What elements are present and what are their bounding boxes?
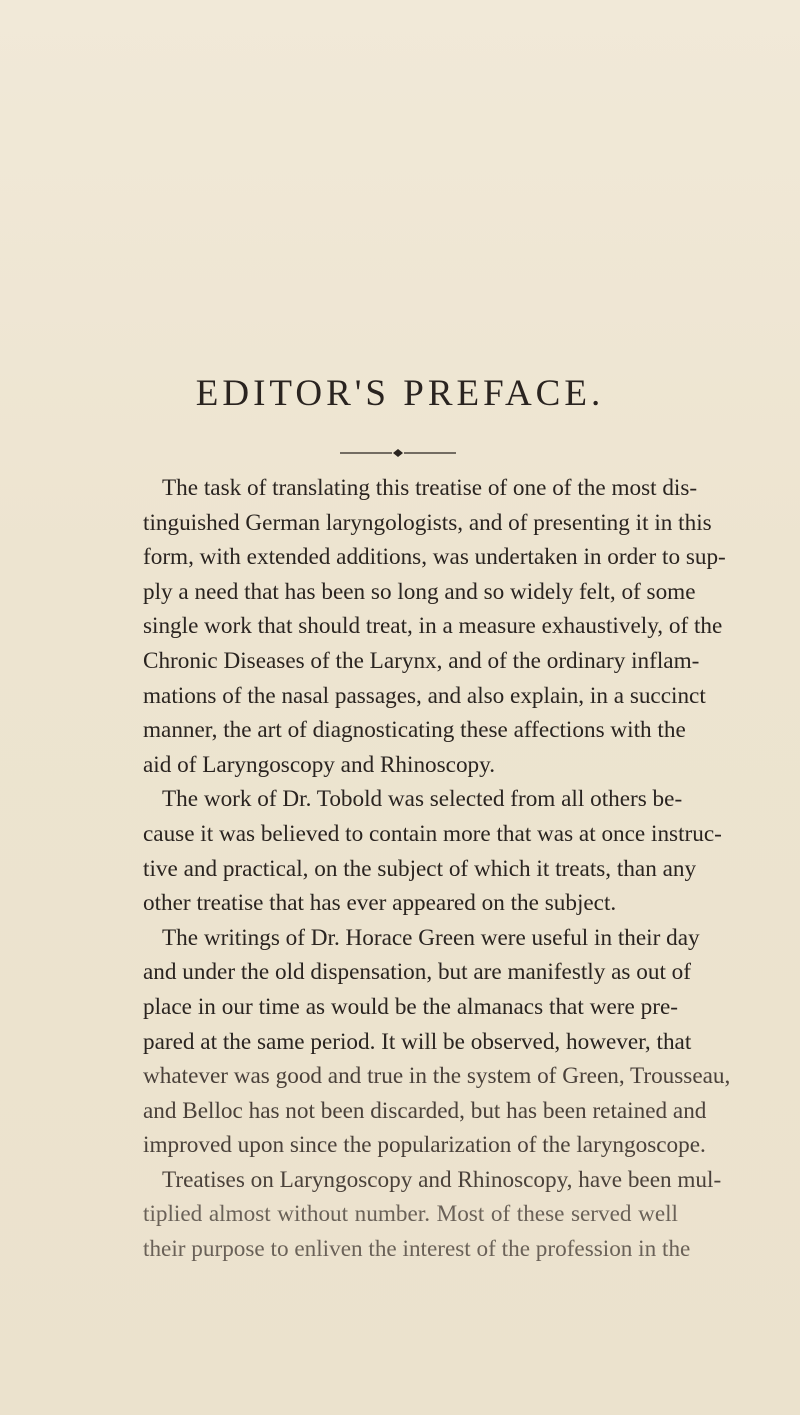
- text-line: aid of Laryngoscopy and Rhinoscopy.: [143, 751, 496, 778]
- page-title: EDITOR'S PREFACE.: [195, 373, 605, 414]
- text-line: Chronic Diseases of the Larynx, and of the ordinary inflam-: [143, 647, 700, 674]
- preface-body: [143, 471, 731, 1267]
- paragraph: [143, 782, 722, 920]
- text-line: and under the old dispensation, but are manifestly as out of: [143, 959, 691, 986]
- text-line: tinguished German laryngologists, and of presenting it in this: [143, 509, 712, 536]
- text-line: other treatise that has ever appeared on the subject.: [143, 890, 617, 917]
- text-line: manner, the art of diagnosticating these affections with the: [143, 717, 686, 744]
- text-line: ply a need that has been so long and so widely felt, of some: [143, 578, 696, 605]
- text-line: Treatises on Laryngoscopy and Rhinoscopy, have been mul-: [162, 1166, 722, 1193]
- text-line: cause it was believed to contain more that was at once instruc-: [143, 820, 722, 847]
- text-line: form, with extended additions, was undertaken in order to sup-: [143, 544, 726, 571]
- text-line: tive and practical, on the subject of which it treats, than any: [143, 855, 697, 882]
- text-line: their purpose to enliven the interest of the profession in the: [143, 1236, 691, 1263]
- diamond-rule-ornament: [340, 448, 456, 458]
- paragraph: [143, 1163, 722, 1267]
- text-line: single work that should treat, in a measure exhaustively, of the: [143, 613, 723, 640]
- text-line: tiplied almost without number. Most of these served well: [143, 1201, 678, 1228]
- paragraph: [143, 921, 731, 1163]
- text-line: and Belloc has not been discarded, but has been retained and: [143, 1097, 707, 1124]
- text-line: The task of translating this treatise of one of the most dis-: [162, 475, 698, 501]
- text-line: whatever was good and true in the system of Green, Trousseau,: [143, 1063, 731, 1090]
- text-line: The work of Dr. Tobold was selected from all others be-: [162, 786, 683, 813]
- paragraph: [143, 471, 726, 782]
- text-line: place in our time as would be the almanacs that were pre-: [143, 993, 678, 1020]
- text-line: pared at the same period. It will be observed, however, that: [143, 1028, 692, 1055]
- text-line: The writings of Dr. Horace Green were useful in their day: [162, 924, 700, 951]
- text-line: improved upon since the popularization of the laryngoscope.: [143, 1132, 706, 1159]
- text-line: mations of the nasal passages, and also explain, in a succinct: [143, 682, 706, 709]
